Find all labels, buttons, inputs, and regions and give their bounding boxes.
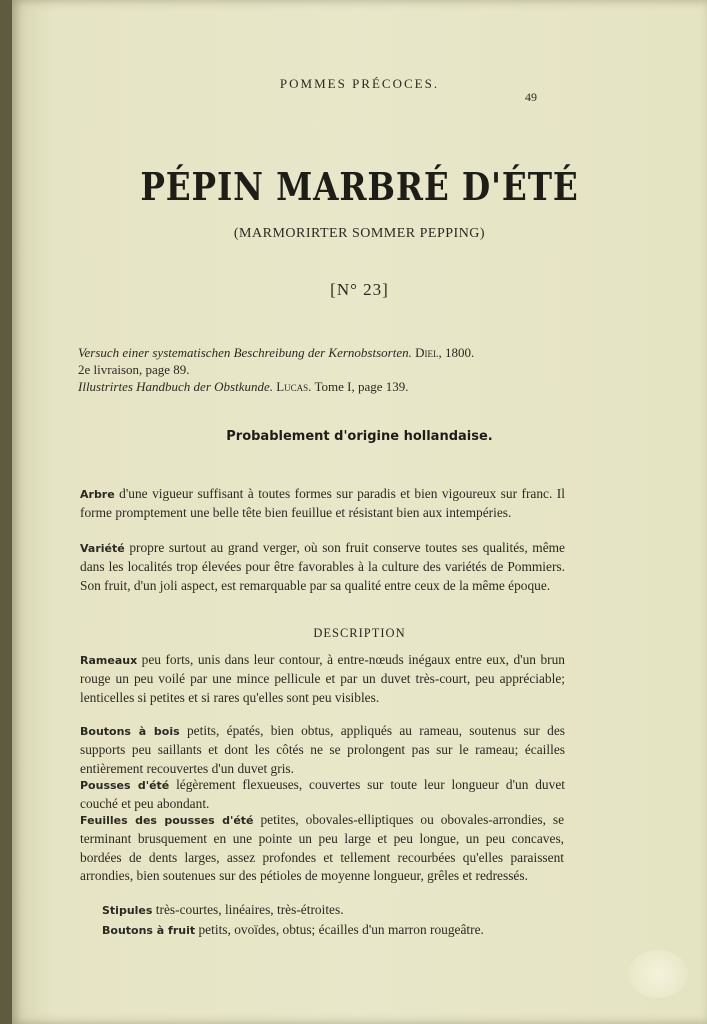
reference-author-diel: Diel, <box>415 345 442 360</box>
running-head: POMMES PRÉCOCES. <box>279 76 440 91</box>
pousses-paragraph <box>80 776 565 814</box>
arbre-text: d'une vigueur suffisant à toutes formes sur paradis et bien vigoureux sur franc. Il forme promptement une belle tête bien feuillue et résistant bien aux intempéries. <box>80 486 565 521</box>
variety-number: [N° 23] <box>330 280 389 299</box>
rameaux-text: peu forts, unis dans leur contour, à entre-nœuds inégaux entre eux, d'un brun rouge un peu voilé par une mince pellicule et par un duvet très-court, peu appréciable; lenticelles si petites et si rares qu'elles sont peu visibles. <box>80 652 565 705</box>
reference-year-diel: 1800. <box>445 345 475 360</box>
page-title: PÉPIN MARBRÉ D'ÉTÉ <box>140 164 579 209</box>
feuilles-lead: Feuilles des pousses d'été <box>80 814 254 827</box>
subtitle: (MARMORIRTER SOMMER PEPPING) <box>233 226 486 241</box>
variete-lead: Variété <box>80 542 125 555</box>
reference-page-lucas: Tome I, page 139. <box>314 379 409 394</box>
boutons-fruit-paragraph <box>102 921 562 940</box>
references <box>78 344 558 395</box>
reference-author-lucas: Lucas. <box>276 379 312 394</box>
boutons-fruit-text: petits, ovoïdes, obtus; écailles d'un marron rougeâtre. <box>198 922 484 937</box>
reference-line-3 <box>78 378 558 395</box>
book-page <box>12 0 707 1024</box>
paper-stain <box>628 950 688 998</box>
rameaux-paragraph <box>80 651 565 707</box>
rameaux-lead: Rameaux <box>80 654 138 667</box>
feuilles-text: petites, obovales-elliptiques ou obovales-arrondies, se terminant brusquement en une pointe un peu large et peu longue, un peu concaves, bordées de dents larges, assez profondes et tellement recourbées qu'elles paraissent arrondies, bien soutenues sur des pétioles de moyenne longueur, grêles et redressés. <box>80 812 565 883</box>
stipules-paragraph <box>102 901 562 920</box>
pousses-text: légèrement flexueuses, couvertes sur toute leur longueur d'un duvet couché et peu abondant. <box>80 777 565 812</box>
variete-paragraph <box>80 539 565 595</box>
description-heading: DESCRIPTION <box>313 626 406 640</box>
boutons-bois-lead: Boutons à bois <box>80 725 180 738</box>
boutons-fruit-lead: Boutons à fruit <box>102 924 196 937</box>
page-number: 49 <box>525 90 537 104</box>
feuilles-paragraph <box>80 811 564 885</box>
arbre-lead: Arbre <box>80 488 115 501</box>
reference-line-2: 2e livraison, page 89. <box>78 362 190 377</box>
stipules-lead: Stipules <box>102 904 153 917</box>
arbre-paragraph <box>80 485 565 523</box>
stipules-text: très-courtes, linéaires, très-étroites. <box>155 902 344 917</box>
reference-title-lucas: Illustrirtes Handbuch der Obstkunde. <box>78 379 273 394</box>
boutons-bois-text: petits, épatés, bien obtus, appliqués au rameau, soutenus sur des supports peu saillants et dont les côtés ne se prolongent pas sur le rameau; écailles entièrement recouvertes d'un duvet gris. <box>80 723 565 776</box>
boutons-bois-paragraph <box>80 722 565 778</box>
pousses-lead: Pousses d'été <box>80 779 170 792</box>
origin-note: Probablement d'origine hollandaise. <box>226 429 493 444</box>
reference-title-diel: Versuch einer systematischen Beschreibung der Kernobstsorten. <box>78 345 412 360</box>
variete-text: propre surtout au grand verger, où son fruit conserve toutes ses qualités, même dans les localités trop élevées pour être favorables à la culture des variétés de Pommiers. Son fruit, d'un joli aspect, est remarquable par sa qualité entre ceux de la même époque. <box>80 540 565 593</box>
reference-line-1 <box>78 344 558 361</box>
